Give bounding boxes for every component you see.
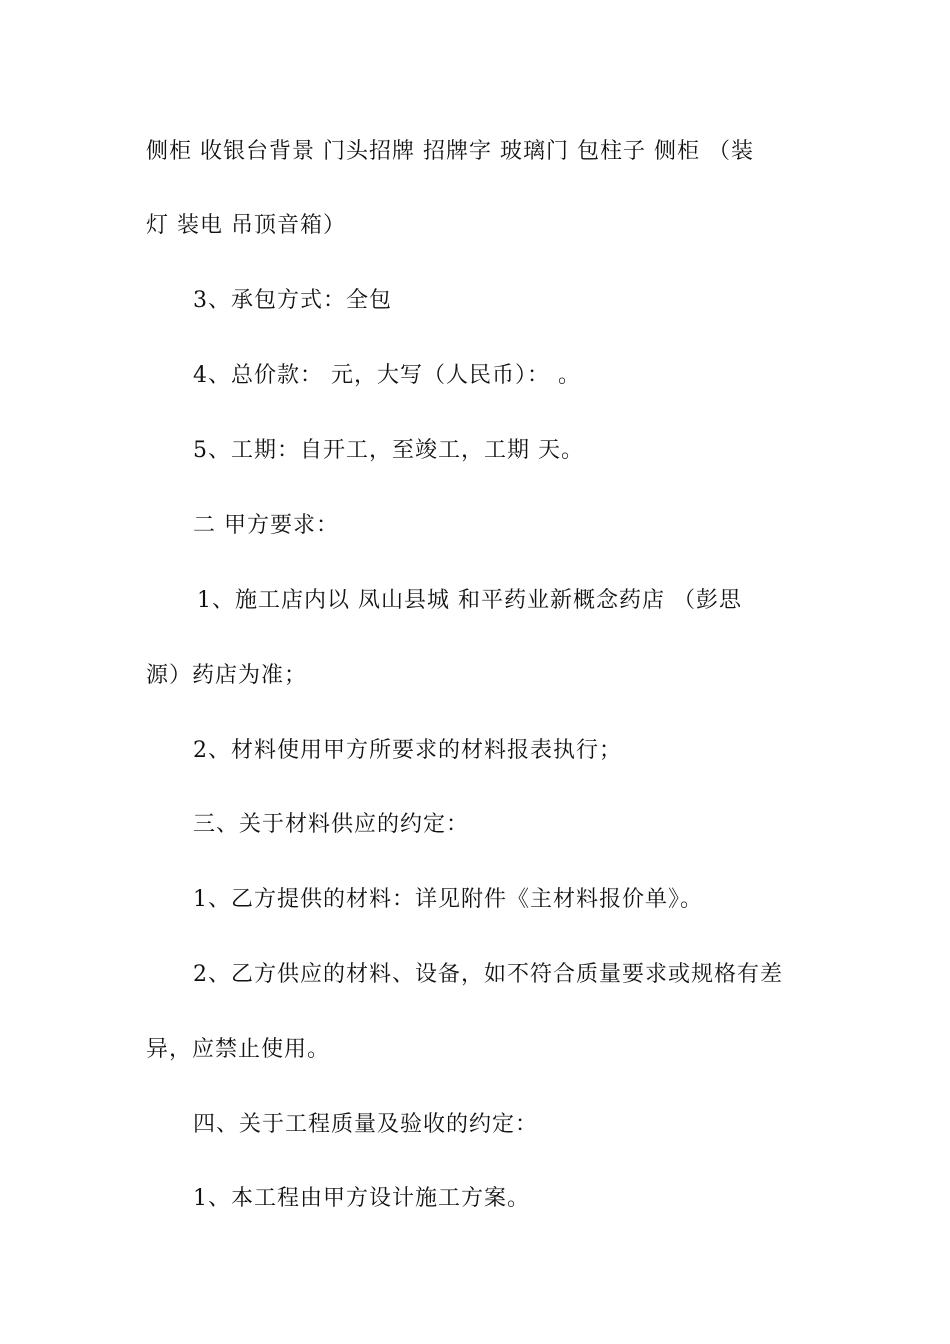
text-line-2: 灯 装电 吊顶音箱） (146, 213, 346, 238)
section-heading-2: 二 甲方要求： (193, 513, 339, 538)
section-heading-4: 四、关于工程质量及验收的约定： (193, 1112, 539, 1137)
text-line-13: 异，应禁止使用。 (146, 1037, 331, 1062)
text-line-5: 5、工期：自开工，至竣工，工期 天。 (193, 438, 584, 463)
text-line-9: 2、材料使用甲方所要求的材料报表执行； (193, 738, 622, 763)
text-line-7: 1、施工店内以 凤山县城 和平药业新概念药店 （彭思 (197, 588, 742, 613)
section-heading-3: 三、关于材料供应的约定： (193, 812, 470, 837)
text-line-1: 侧柜 收银台背景 门头招牌 招牌字 玻璃门 包柱子 侧柜 （装 (146, 139, 754, 164)
text-line-4: 4、总价款： 元，大写（人民币）： 。 (193, 363, 581, 388)
text-line-8: 源）药店为准； (146, 663, 308, 688)
text-line-15: 1、本工程由甲方设计施工方案。 (193, 1186, 530, 1211)
text-line-11: 1、乙方提供的材料：详见附件《主材料报价单》。 (193, 887, 703, 912)
text-line-12: 2、乙方供应的材料、设备，如不符合质量要求或规格有差 (193, 962, 783, 987)
text-line-3: 3、承包方式：全包 (193, 288, 392, 313)
